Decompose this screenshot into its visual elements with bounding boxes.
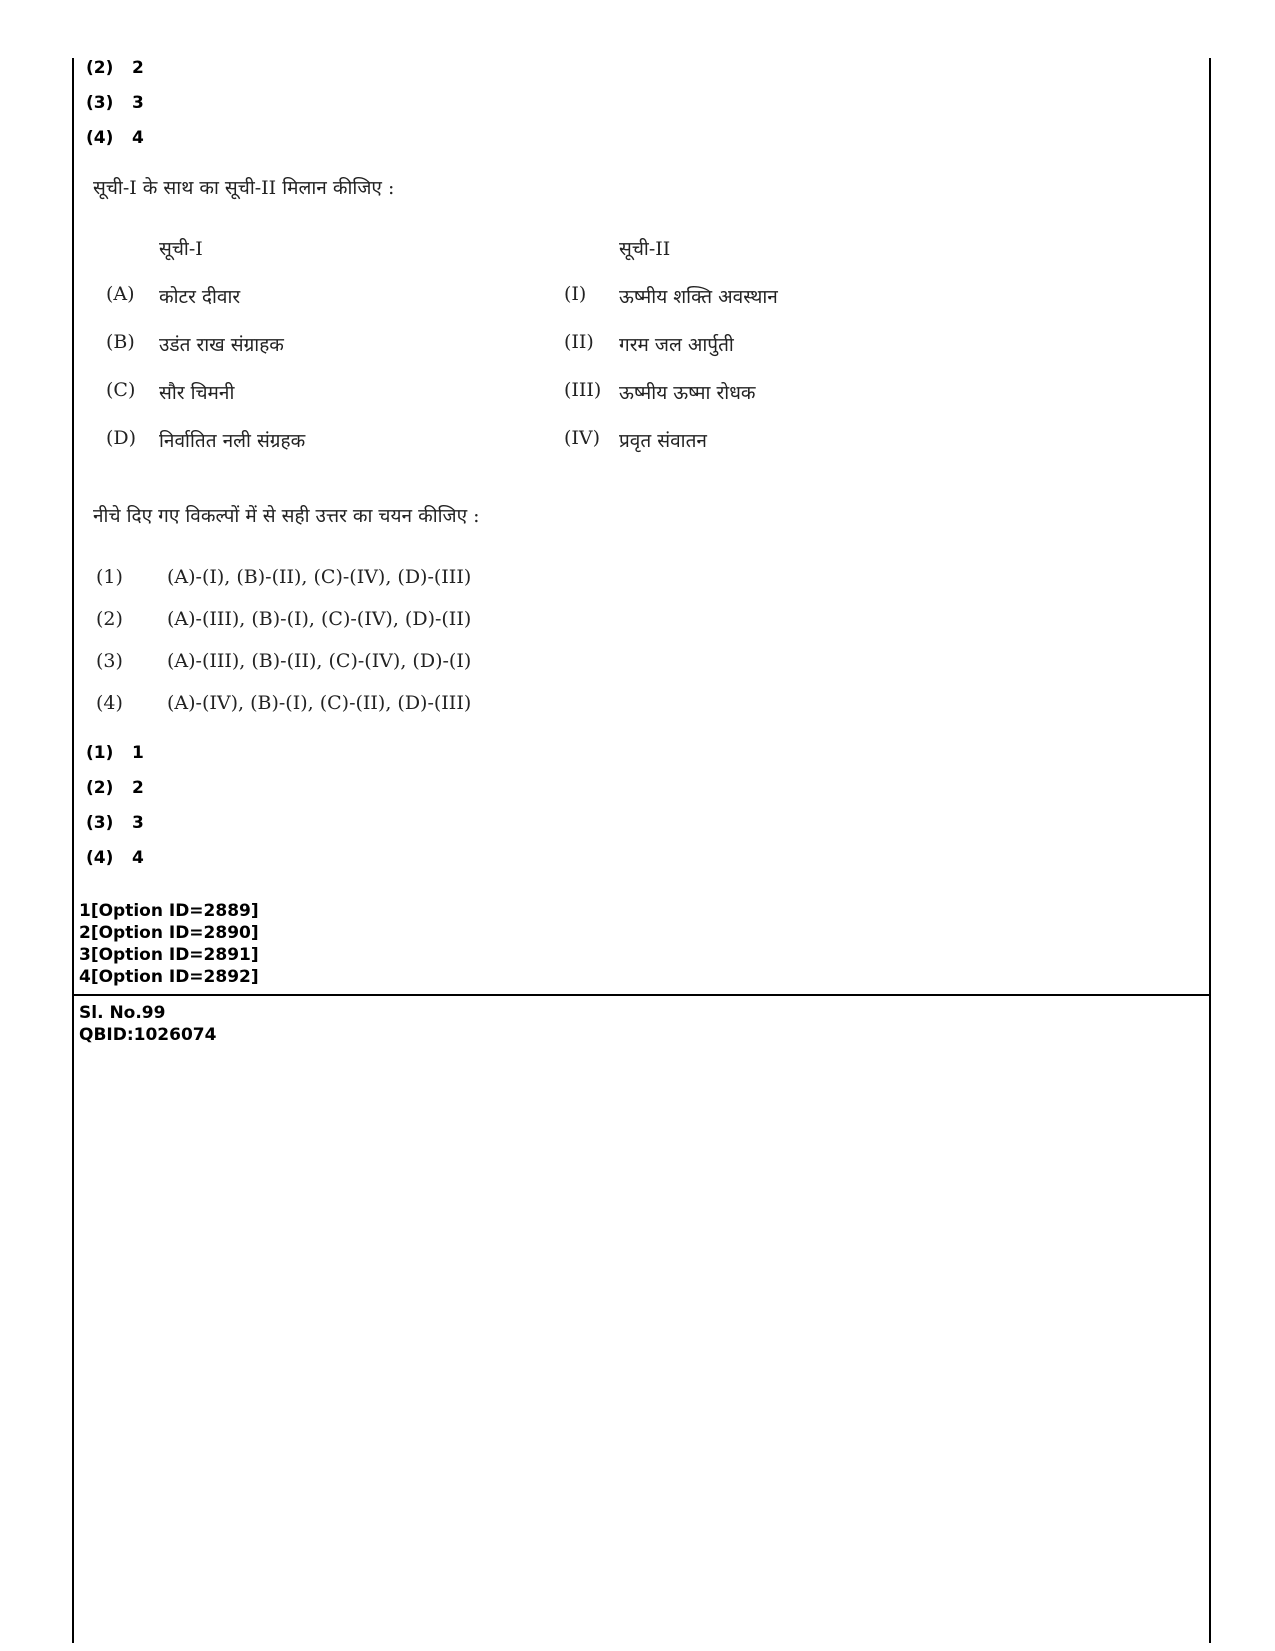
option-value: 2: [132, 58, 144, 78]
choice-text: (A)-(IV), (B)-(I), (C)-(II), (D)-(III): [167, 692, 472, 714]
choose-prompt: नीचे दिए गए विकल्पों में से सही उत्तर का चयन कीजिए :: [93, 505, 480, 527]
option-number: (2): [86, 778, 114, 798]
option-id: 4[Option ID=2892]: [79, 967, 259, 987]
answer-option-2: [86, 778, 144, 798]
next-question-meta: [79, 1002, 216, 1046]
answer-option-1: [86, 743, 144, 763]
choice-number: (2): [96, 608, 123, 630]
list1-header: सूची-I: [159, 238, 203, 260]
list2-label: (IV): [564, 427, 601, 449]
serial-number: Sl. No.99: [79, 1003, 166, 1023]
right-border: [1209, 58, 1211, 1643]
choice-number: (4): [96, 692, 123, 714]
list2-label: (III): [564, 379, 602, 401]
option-number: (1): [86, 743, 114, 763]
answer-option-3: [86, 813, 144, 833]
choice-text: (A)-(III), (B)-(II), (C)-(IV), (D)-(I): [167, 650, 472, 672]
list2-item: ऊष्मीय ऊष्मा रोधक: [619, 382, 756, 404]
left-border: [72, 58, 74, 1643]
question-intro: सूची-I के साथ का सूची-II मिलान कीजिए :: [93, 177, 395, 199]
option-value: 4: [132, 848, 144, 868]
choice-number: (1): [96, 566, 123, 588]
option-value: 1: [132, 743, 144, 763]
list2-label: (II): [564, 331, 594, 353]
option-value: 3: [132, 813, 144, 833]
option-id: 1[Option ID=2889]: [79, 901, 259, 921]
answer-option-4: [86, 848, 144, 868]
list1-item: निर्वातित नली संग्रहक: [159, 430, 306, 452]
list1-label: (C): [106, 379, 136, 401]
list2-label: (I): [564, 283, 587, 305]
list2-item: प्रवृत संवातन: [619, 430, 707, 452]
option-number: (3): [86, 93, 114, 113]
option-id-list: [79, 900, 259, 988]
list1-label: (D): [106, 427, 137, 449]
option-value: 2: [132, 778, 144, 798]
top-option-4: [86, 128, 144, 148]
top-option-3: [86, 93, 144, 113]
option-value: 4: [132, 128, 144, 148]
option-number: (4): [86, 128, 114, 148]
top-option-2: [86, 58, 144, 78]
list1-item: सौर चिमनी: [159, 382, 235, 404]
choice-text: (A)-(I), (B)-(II), (C)-(IV), (D)-(III): [167, 566, 472, 588]
choice-text: (A)-(III), (B)-(I), (C)-(IV), (D)-(II): [167, 608, 472, 630]
option-number: (4): [86, 848, 114, 868]
list1-item: उडंत राख संग्राहक: [159, 334, 284, 356]
option-number: (2): [86, 58, 114, 78]
option-value: 3: [132, 93, 144, 113]
choice-number: (3): [96, 650, 123, 672]
option-id: 2[Option ID=2890]: [79, 923, 259, 943]
list2-header: सूची-II: [619, 238, 671, 260]
list2-item: ऊष्मीय शक्ति अवस्थान: [619, 286, 778, 308]
list1-label: (B): [106, 331, 135, 353]
question-divider: [72, 994, 1211, 996]
list2-item: गरम जल आर्पुती: [619, 334, 734, 356]
list1-label: (A): [106, 283, 135, 305]
option-id: 3[Option ID=2891]: [79, 945, 259, 965]
qbid: QBID:1026074: [79, 1025, 217, 1045]
list1-item: कोटर दीवार: [159, 286, 241, 308]
option-number: (3): [86, 813, 114, 833]
